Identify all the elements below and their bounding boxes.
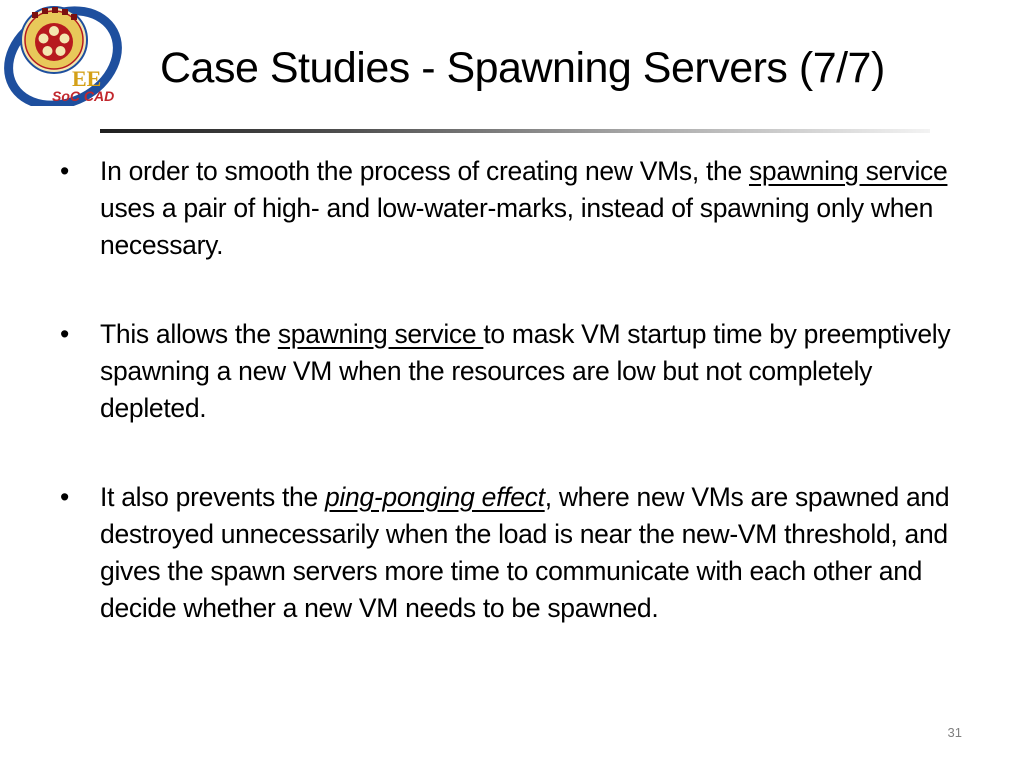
logo-soc-cad-text: SoC CAD [52, 88, 115, 104]
italic-underlined-term: ping-ponging effect [324, 482, 545, 512]
bullet-marker: • [60, 482, 69, 512]
bullet-text: It also prevents the [100, 482, 325, 512]
bullet-text: to mask VM startup time by preemptively spawning a new VM when the resources are low but not completely depleted. [100, 319, 951, 423]
logo-ee-text: EE [72, 66, 102, 91]
bullet-list [60, 153, 970, 627]
bullet-item [60, 316, 970, 427]
title-divider [100, 129, 930, 133]
bullet-text: , where new VMs are spawned and destroyed unnecessarily when the load is near the new-VM threshold, and gives the spawn servers more time to communicate with each other and decide whether a new VM needs to be spawned. [100, 482, 950, 623]
bullet-item [60, 479, 970, 627]
slide-title: Case Studies - Spawning Servers (7/7) [160, 44, 885, 92]
bullet-text: In order to smooth the process of creating new VMs, the [100, 156, 749, 186]
underlined-term: spawning service [748, 156, 948, 186]
underlined-term: spawning service [277, 319, 484, 349]
bullet-text: This allows the [100, 319, 278, 349]
bullet-marker: • [60, 156, 69, 186]
ee-soc-cad-logo [2, 2, 124, 106]
slide-page-number: 31 [947, 725, 962, 740]
bullet-text: uses a pair of high- and low-water-marks, instead of spawning only when necessary. [100, 193, 934, 260]
bullet-marker: • [60, 319, 69, 349]
bullet-item [60, 153, 970, 264]
